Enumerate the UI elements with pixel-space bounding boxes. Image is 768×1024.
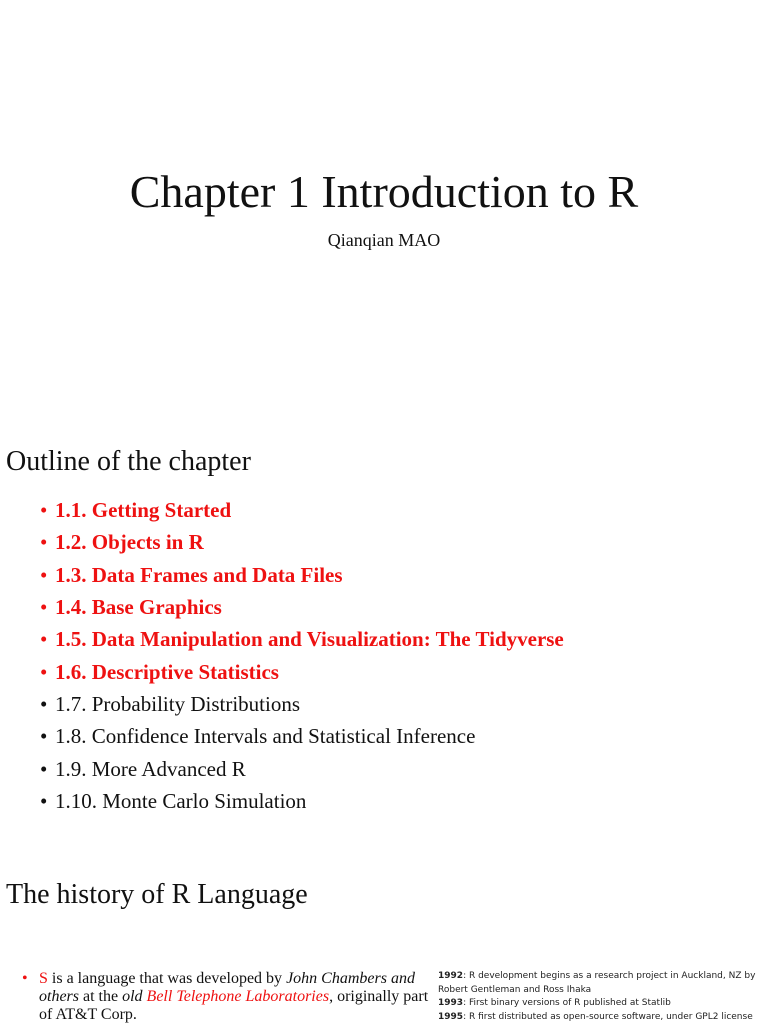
outline-item-label: 1.3. Data Frames and Data Files <box>55 562 343 587</box>
history-heading: The history of R Language <box>6 879 308 910</box>
outline-item <box>40 591 564 623</box>
outline-item-label: 1.5. Data Manipulation and Visualization: The Tidyverse <box>55 627 564 652</box>
bullet-marker: • <box>40 595 48 620</box>
timeline-text: : R first distributed as open-source software, under GPL2 license <box>463 1011 753 1022</box>
bullet-marker: • <box>40 724 48 749</box>
outline-list <box>40 494 564 817</box>
history-paragraph <box>22 970 432 1024</box>
timeline-year: 1992 <box>438 971 464 981</box>
timeline-year: 1995 <box>438 1011 464 1022</box>
text-fragment: is a language that was developed by <box>47 970 287 987</box>
bullet-marker: • <box>40 691 48 716</box>
bullet-marker: • <box>22 970 28 987</box>
outline-item-label: 1.10. Monte Carlo Simulation <box>55 788 307 813</box>
outline-item <box>40 526 564 558</box>
outline-item <box>40 655 564 687</box>
bell-labs-name: Bell Telephone Laboratories <box>146 988 330 1005</box>
timeline-text: : R development begins as a research project in Auckland, NZ by Robert Gentleman and Ross Ihaka <box>438 971 756 995</box>
outline-item-label: 1.1. Getting Started <box>55 498 232 523</box>
bullet-marker: • <box>40 498 48 523</box>
outline-item <box>40 720 564 752</box>
page-title: Chapter 1 Introduction to R <box>129 166 639 217</box>
outline-item-label: 1.6. Descriptive Statistics <box>55 659 279 684</box>
author-name: Qianqian MAO <box>327 230 441 250</box>
outline-item <box>40 688 564 720</box>
timeline-entry <box>438 997 768 1011</box>
bullet-marker: • <box>40 788 48 813</box>
timeline-text: : First binary versions of R published at Statlib <box>463 998 671 1008</box>
text-fragment: , originally part of AT&T Corp. <box>39 988 429 1023</box>
outline-item-label: 1.4. Base Graphics <box>55 595 222 620</box>
bullet-marker: • <box>40 756 48 781</box>
outline-item-label: 1.9. More Advanced R <box>55 756 246 781</box>
history-timeline <box>438 970 768 1024</box>
timeline-entry <box>438 970 768 997</box>
bullet-marker: • <box>40 627 48 652</box>
outline-item <box>40 559 564 591</box>
outline-item-label: 1.8. Confidence Intervals and Statistical Inference <box>55 724 476 749</box>
timeline-year: 1993 <box>438 998 464 1008</box>
outline-item <box>40 785 564 817</box>
timeline-entry <box>438 1011 768 1024</box>
text-fragment: at the <box>79 988 123 1005</box>
outline-item <box>40 494 564 526</box>
outline-item <box>40 623 564 655</box>
outline-item <box>40 752 564 784</box>
outline-heading: Outline of the chapter <box>6 446 251 477</box>
outline-item-label: 1.7. Probability Distributions <box>55 691 301 716</box>
s-language-name: S <box>39 970 48 987</box>
bullet-marker: • <box>40 659 48 684</box>
old-word: old <box>122 988 143 1005</box>
bullet-marker: • <box>40 530 48 555</box>
bullet-marker: • <box>40 562 48 587</box>
developer-names: John Chambers and others <box>39 970 415 1005</box>
outline-item-label: 1.2. Objects in R <box>55 530 204 555</box>
